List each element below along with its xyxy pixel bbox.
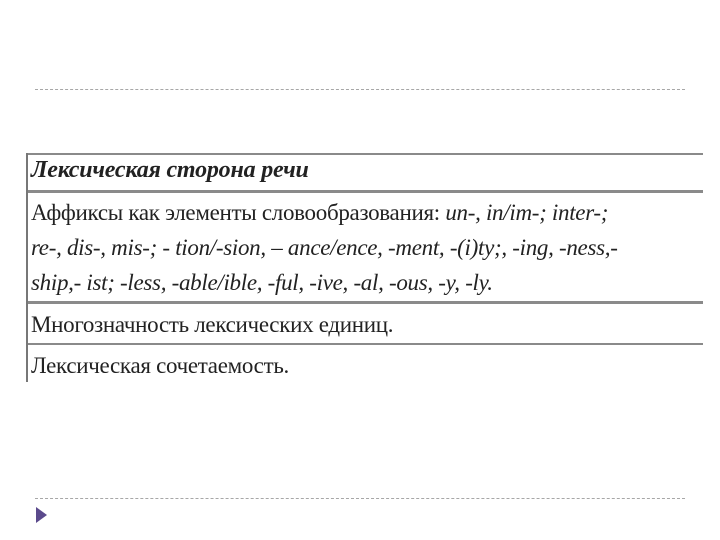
table-top-border bbox=[28, 153, 703, 155]
affixes-line3: ship,- ist; -less, -able/ible, -ful, -ive, -al, -ous, -y, -ly. bbox=[31, 270, 493, 295]
table-row-separator-2 bbox=[28, 343, 703, 345]
affixes-line1: un-, in/im-; inter-; bbox=[445, 200, 609, 225]
table-header-separator bbox=[28, 190, 703, 193]
top-divider bbox=[35, 89, 685, 90]
triangle-bullet-icon bbox=[36, 507, 47, 523]
table-header: Лексическая сторона речи bbox=[31, 157, 309, 183]
lexical-table bbox=[26, 153, 703, 382]
bottom-divider bbox=[35, 498, 685, 499]
affixes-line2: re-, dis-, mis-; - tion/-sion, – ance/ence, -ment, -(i)ty;, -ing, -ness,- bbox=[31, 235, 618, 260]
table-row-collocation bbox=[28, 348, 703, 383]
table-header-row bbox=[28, 156, 703, 184]
table-row-polysemy bbox=[28, 307, 703, 342]
polysemy-text: Многозначность лексических единиц. bbox=[31, 312, 394, 337]
affixes-lead-text: Аффиксы как элементы словообразования: bbox=[31, 200, 446, 225]
table-row-affixes bbox=[28, 195, 703, 300]
collocation-text: Лексическая сочетаемость. bbox=[31, 353, 289, 378]
table-row-separator-1 bbox=[28, 301, 703, 304]
